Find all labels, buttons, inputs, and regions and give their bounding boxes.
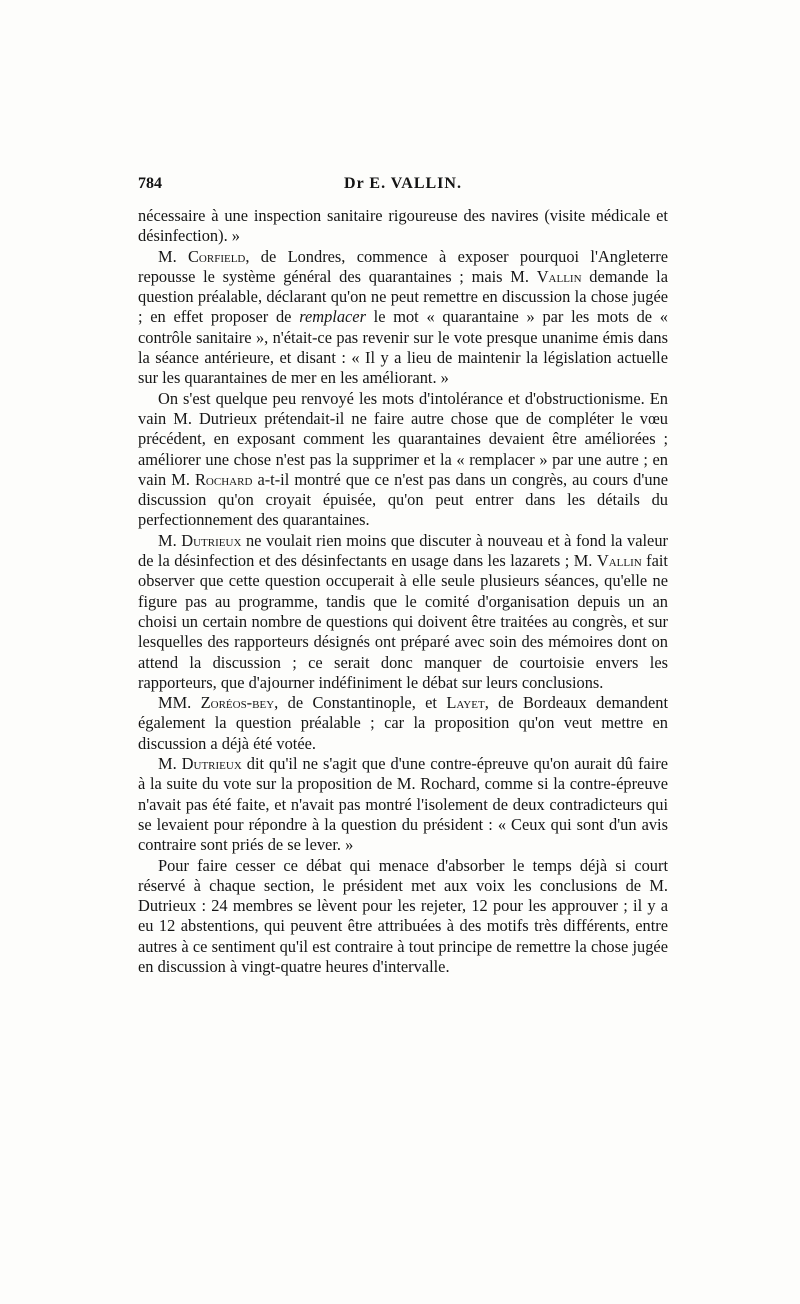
paragraph: [138, 206, 668, 247]
paragraph: [138, 247, 668, 389]
text-run: Pour faire cesser ce débat qui menace d'absorber le temps déjà si court réservé à chaque section, le président met aux voix les conclusions de M. Dutrieux : 24 membres se lèvent pour les rejeter, 12 pour les approuver ; il y a eu 12 abstentions, qui peuvent être attribuées à des motifs très différents, entre autres à ce sentiment qu'il est contraire à tout principe de remettre la chose jugée en discussion à vingt-quatre heures d'intervalle.: [138, 855, 668, 976]
italic-text: remplacer: [299, 307, 366, 327]
body-text: [138, 206, 668, 977]
person-name: Corfield: [188, 246, 246, 266]
text-run: , de Bordeaux demandent également la question préalable ; car la proposition qu'on veut mettre en discussion a déjà été votée.: [138, 693, 668, 753]
person-name: Rochard: [195, 469, 253, 489]
person-name: Dutrieux: [181, 530, 242, 550]
person-name: Zoréos-bey: [200, 693, 275, 713]
text-run: nécessaire à une inspection sanitaire rigoureuse des navires (visite médicale et désinfection). »: [138, 206, 668, 246]
text-run: On s'est quelque peu renvoyé les mots d'intolérance et d'obstructionisme. En vain M. Dutrieux prétendait-il ne faire autre chose que de compléter le vœu précédent, en exposant comment les quarantaines devaient être améliorées ; améliorer une chose n'est pas la supprimer et la « remplacer » par une autre ; en vain M.: [138, 388, 668, 489]
text-run: le mot « quarantaine » par les mots de « contrôle sanitaire », n'était-ce pas revenir sur le vote presque unanime émis dans la séance antérieure, et disant : « Il y a lieu de maintenir la législation actuelle sur les quarantaines de mer en les améliorant. »: [138, 307, 669, 388]
text-run: , de Constantinople, et: [274, 693, 447, 713]
text-run: a-t-il montré que ce n'est pas dans un congrès, au cours d'une discussion qu'on croyait épuisée, qu'on peut entrer dans les détails du perfectionnement des quarantaines.: [138, 469, 668, 530]
text-run: demande la question préalable, déclarant qu'on ne peut remettre en discussion la chose jugée ; en effet proposer de: [138, 266, 668, 327]
person-name: Dutrieux: [181, 754, 242, 774]
text-run: fait observer que cette question occuperait à elle seule plusieurs séances, qu'elle ne figure pas au programme, tandis que le comité d'organisation depuis un an choisi un certain nombre de questions qui doivent être traitées au congrès, et sur lesquelles des rapporteurs désignés ont préparé avec soin des mémoires dont on attend la discussion ; ce serait donc manquer de courtoisie envers les rapporteurs, que d'ajourner indéfiniment le débat sur leurs conclusions.: [138, 551, 668, 692]
person-name: Vallin: [536, 266, 582, 286]
person-name: Vallin: [596, 551, 642, 571]
text-run: M.: [158, 754, 182, 774]
paragraph: [138, 754, 668, 855]
text-run: M.: [158, 530, 182, 550]
text-run: MM.: [158, 693, 201, 713]
text-run: , de Londres, commence à exposer pourquoi l'Angleterre repousse le système général des quarantaines ; mais M.: [138, 246, 668, 286]
text-run: ne voulait rien moins que discuter à nouveau et à fond la valeur de la désinfection et des désinfectants en usage dans les lazarets ; M.: [138, 530, 668, 571]
paragraph: [138, 693, 668, 754]
person-name: Layet: [446, 693, 485, 713]
page-header: [138, 175, 668, 197]
paragraph: [138, 389, 668, 531]
page-number: 784: [138, 175, 162, 192]
paragraph: [138, 531, 668, 693]
text-run: dit qu'il ne s'agit que d'une contre-épreuve qu'on aurait dû faire à la suite du vote sur la proposition de M. Rochard, comme si la contre-épreuve n'avait pas été faite, et n'avait pas montré l'isolement de deux contradicteurs qui se levaient pour répondre à la question du président : « Ceux qui sont d'un avis contraire sont priés de se lever. »: [138, 754, 668, 855]
text-run: M.: [158, 246, 188, 266]
paragraph: [138, 856, 668, 978]
running-head: Dr E. VALLIN.: [344, 175, 462, 192]
